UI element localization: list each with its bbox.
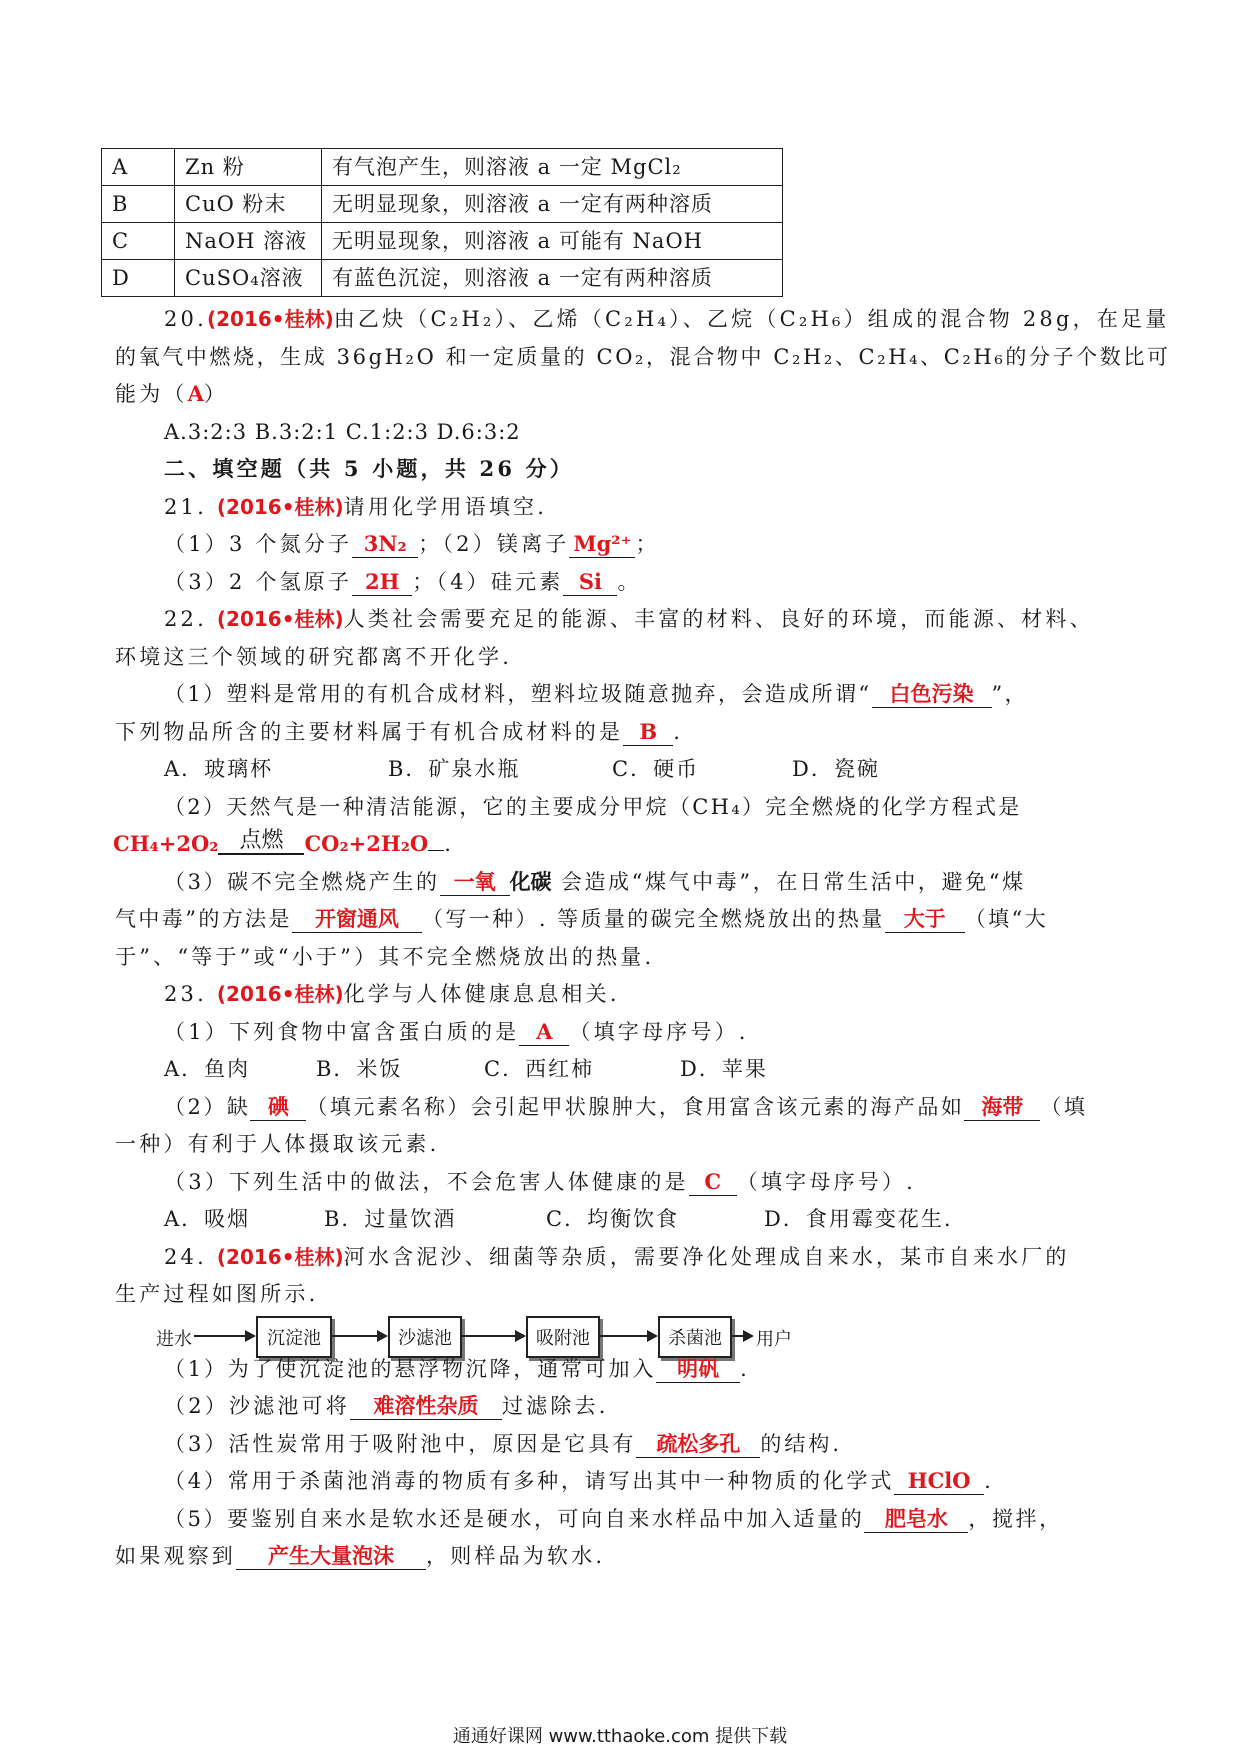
answer-blank: C (689, 1169, 737, 1196)
arrow-icon (332, 1335, 386, 1337)
option-reagent: Zn 粉 (175, 149, 322, 186)
option-result: 无明显现象，则溶液 a 可能有 NaOH (322, 223, 783, 260)
source-tag: (2016•桂林) (207, 307, 334, 331)
option-result: 无明显现象，则溶液 a 一定有两种溶质 (322, 186, 783, 223)
question-number: 21. (164, 495, 207, 519)
answer-blank: 开窗通风 (292, 906, 422, 933)
source-tag: (2016•桂林) (216, 982, 344, 1006)
flow-step: 吸附池 (526, 1316, 600, 1358)
combustion-equation: CH₄+2O₂ 点燃 CO₂+2H₂O . (113, 828, 451, 856)
answer-blank: 肥皂水 (864, 1506, 968, 1533)
reaction-condition: 点燃 (239, 828, 284, 853)
options-table (101, 148, 783, 297)
answer-blank: 白色污染 (872, 681, 992, 708)
option-result: 有蓝色沉淀，则溶液 a 一定有两种溶质 (322, 260, 783, 297)
flow-step: 杀菌池 (658, 1316, 732, 1358)
flow-step: 沉淀池 (256, 1316, 332, 1358)
q24-part1: （1）为了使沉淀池的悬浮物沉降，通常可加入 明矾 . (164, 1356, 750, 1381)
q22-part3c: 于”、“等于”或“小于”）其不完全燃烧放出的热量. (115, 945, 655, 969)
q22-part1b: 下列物品所含的主要材料属于有机合成材料的是 B . (115, 719, 684, 744)
question-number: 20. (164, 307, 207, 331)
option-letter: C (102, 223, 175, 260)
q20-line3: 能为（A） (115, 381, 229, 406)
q21-stem: 21. (2016•桂林)请用化学用语填空. (164, 495, 548, 519)
question-number: 23. (164, 982, 207, 1006)
source-tag: (2016•桂林) (216, 1245, 344, 1269)
section-title: 二、填空题（共 5 小题，共 26 分） (164, 456, 575, 481)
q23-stem: 23. (2016•桂林)化学与人体健康息息相关. (164, 982, 620, 1006)
option-letter: B (102, 186, 175, 223)
arrow-icon (600, 1335, 656, 1337)
answer-blank: 产生大量泡沫 (236, 1543, 426, 1570)
q24-stem1: 24. (2016•桂林)河水含泥沙、细菌等杂质，需要净化处理成自来水，某市自来水厂的 (164, 1245, 1070, 1269)
q24-part3: （3）活性炭常用于吸附池中，原因是它具有 疏松多孔 的结构. (164, 1431, 843, 1456)
table-row (102, 186, 783, 223)
flow-start: 进水 (156, 1329, 192, 1350)
answer-blank: B (623, 719, 673, 746)
q22-part3: （3）碳不完全燃烧产生的 一氧 化碳 会造成“煤气中毒”，在日常生活中，避免“煤 (164, 869, 1026, 894)
q23-part1: （1）下列食物中富含蛋白质的是 A （填字母序号）. (164, 1019, 749, 1044)
q24-part4: （4）常用于杀菌池消毒的物质有多种，请写出其中一种物质的化学式 HClO . (164, 1468, 994, 1493)
answer-blank: 明矾 (656, 1356, 740, 1383)
answer-blank: 难溶性杂质 (350, 1393, 502, 1420)
table-row (102, 223, 783, 260)
answer-blank: 2H (352, 569, 412, 596)
arrow-icon (194, 1335, 254, 1337)
answer-blank: 海带 (964, 1094, 1040, 1121)
q23-choices1: A．鱼肉 B．米饭 C．西红柿 D．苹果 (164, 1057, 768, 1081)
q20-line2: 的氧气中燃烧，生成 36gH₂O 和一定质量的 CO₂，混合物中 C₂H₂、C₂H₄、C₂H₆的分子个数比可 (115, 345, 1171, 369)
answer-blank: 疏松多孔 (636, 1431, 760, 1458)
q22-part3b: 气中毒”的方法是 开窗通风 （写一种）. 等质量的碳完全燃烧放出的热量 大于 （填“大 (115, 906, 1049, 931)
answer-blank: Si (563, 569, 617, 596)
table-row (102, 149, 783, 186)
option-reagent: CuO 粉末 (175, 186, 322, 223)
answer-blank: 大于 (885, 906, 965, 933)
option-letter: D (102, 260, 175, 297)
q24-part5b: 如果观察到 产生大量泡沫 ，则样品为软水. (115, 1543, 606, 1568)
q21-part1: （1）3 个氮分子 3N₂ ；（2）镁离子 Mg²⁺ ； (164, 531, 660, 556)
water-treatment-flow-diagram (156, 1316, 796, 1360)
flow-end: 用户 (756, 1329, 792, 1350)
q24-part5: （5）要鉴别自来水是软水还是硬水，可向自来水样品中加入适量的 肥皂水 ，搅拌， (164, 1506, 1063, 1531)
table-row (102, 260, 783, 297)
source-tag: (2016•桂林) (216, 607, 344, 631)
q24-stem2: 生产过程如图所示. (115, 1282, 319, 1306)
q22-choices: A．玻璃杯 B．矿泉水瓶 C．硬币 D．瓷碗 (164, 757, 880, 781)
flow-step: 沙滤池 (388, 1316, 462, 1358)
option-result: 有气泡产生，则溶液 a 一定 MgCl₂ (322, 149, 783, 186)
q23-choices2: A．吸烟 B．过量饮酒 C．均衡饮食 D．食用霉变花生. (164, 1207, 953, 1231)
q22-part1: （1）塑料是常用的有机合成材料，塑料垃圾随意抛弃，会造成所谓“ 白色污染 ”， (164, 681, 1029, 706)
answer-blank: 碘 (250, 1094, 306, 1121)
answer-blank: HClO (894, 1468, 984, 1495)
answer-blank: 一氧 (440, 869, 510, 896)
q23-part2b: 一种）有利于人体摄取该元素. (115, 1132, 440, 1156)
q20-choices: A.3:2:3 B.3:2:1 C.1:2:3 D.6:3:2 (164, 420, 521, 444)
q20-line1: 20.(2016•桂林)由乙炔（C₂H₂）、乙烯（C₂H₄）、乙烷（C₂H₆）组成的混合物 28g，在足量 (164, 307, 1170, 331)
q24-part2: （2）沙滤池可将 难溶性杂质 过滤除去. (164, 1393, 609, 1418)
option-reagent: CuSO₄溶液 (175, 260, 322, 297)
q23-part3: （3）下列生活中的做法，不会危害人体健康的是 C （填字母序号）. (164, 1169, 917, 1194)
page-footer: 通通好课网 www.tthaoke.com 提供下载 (452, 1726, 788, 1747)
answer-blank: Mg²⁺ (569, 531, 635, 558)
answer: A (187, 381, 204, 406)
q22-stem1: 22. (2016•桂林)人类社会需要充足的能源、丰富的材料、良好的环境，而能源、材料、 (164, 607, 1094, 631)
option-reagent: NaOH 溶液 (175, 223, 322, 260)
answer-blank: 3N₂ (352, 531, 418, 558)
source-tag: (2016•桂林) (216, 495, 344, 519)
option-letter: A (102, 149, 175, 186)
arrow-icon (732, 1335, 752, 1337)
q23-part2: （2）缺 碘 （填元素名称）会引起甲状腺肿大，食用富含该元素的海产品如 海带 （填 (164, 1094, 1088, 1119)
q22-part2: （2）天然气是一种清洁能源，它的主要成分甲烷（CH₄）完全燃烧的化学方程式是 (164, 795, 1022, 819)
q21-part2: （3）2 个氢原子 2H ；（4）硅元素 Si 。 (164, 569, 642, 594)
arrow-icon (462, 1335, 524, 1337)
answer-blank: A (519, 1019, 569, 1046)
question-number: 22. (164, 607, 207, 631)
question-number: 24. (164, 1245, 207, 1269)
q22-stem2: 环境这三个领域的研究都离不开化学. (115, 645, 513, 669)
